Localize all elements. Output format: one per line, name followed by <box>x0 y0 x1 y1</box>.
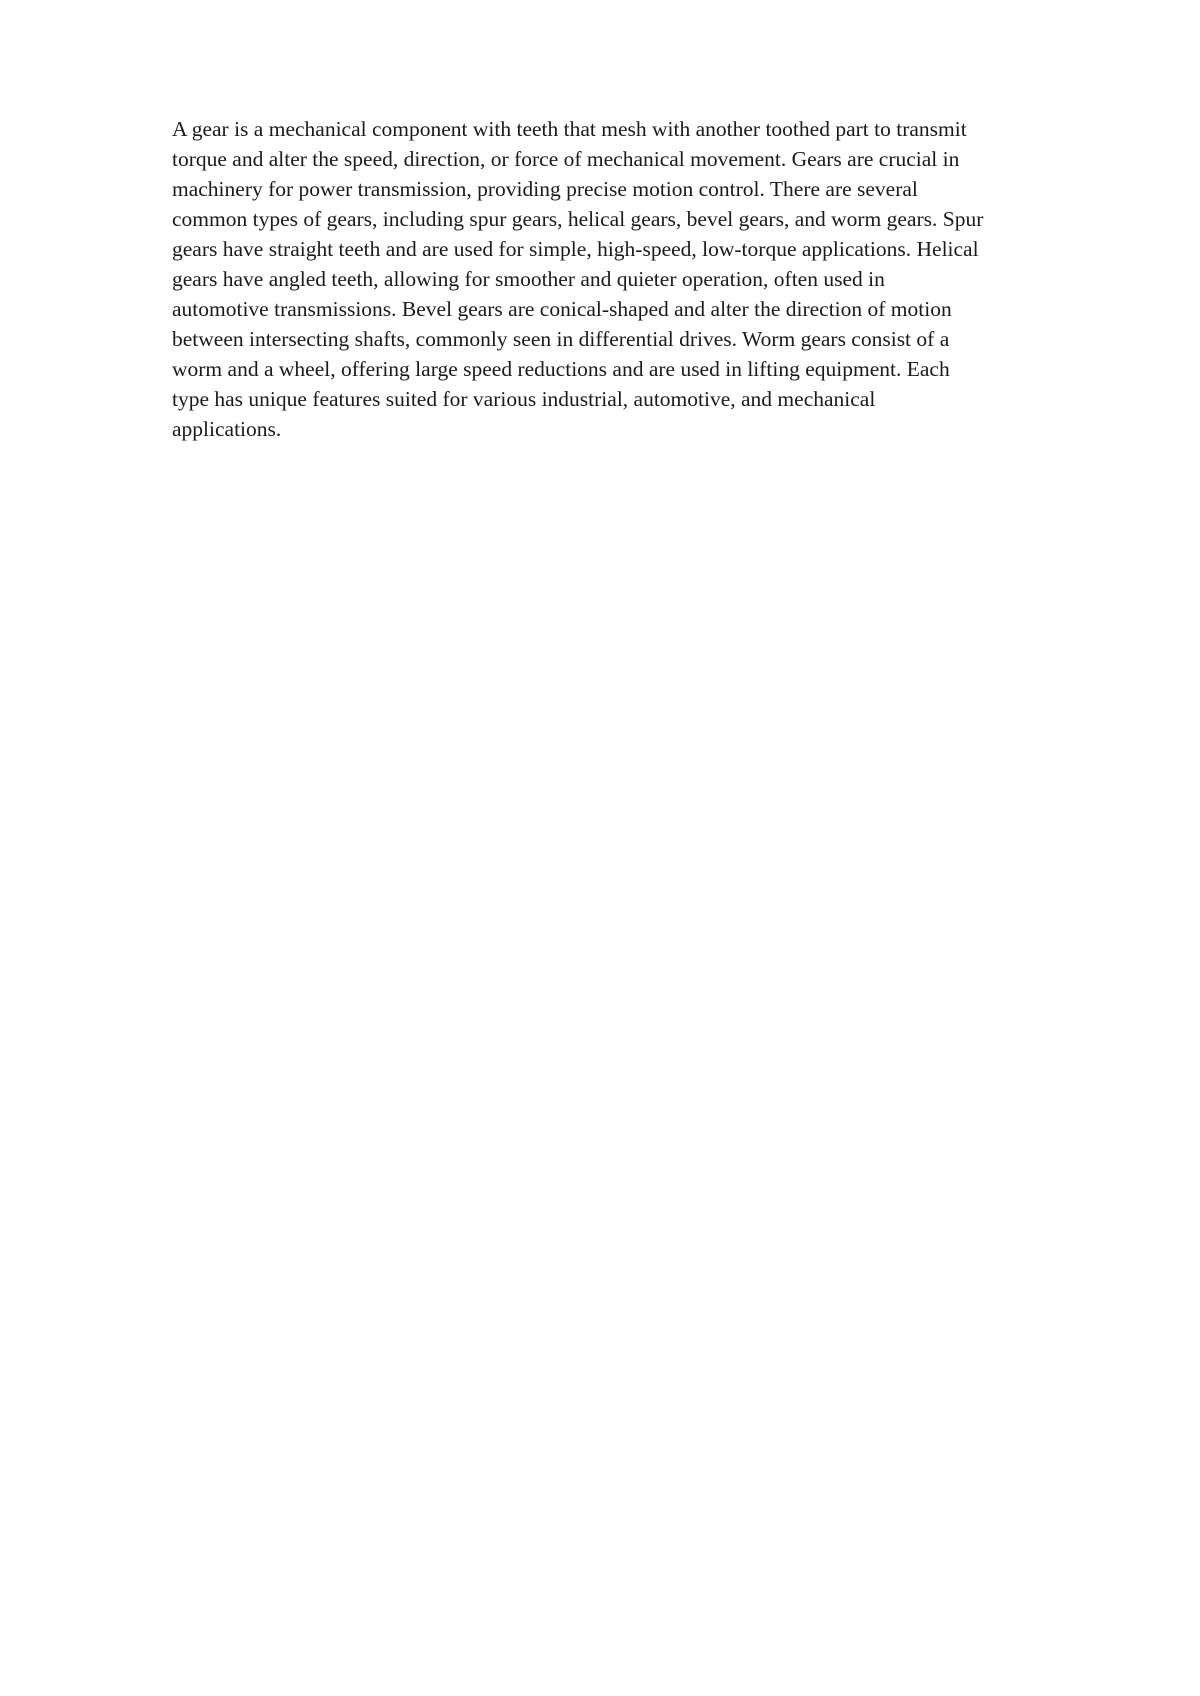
paragraph-line: type has unique features suited for various industrial, automotive, and mechanical <box>172 387 876 411</box>
paragraph-line: gears have straight teeth and are used for simple, high-speed, low-torque applications. Helical <box>172 237 979 261</box>
paragraph-line: torque and alter the speed, direction, or force of mechanical movement. Gears are crucial in <box>172 147 960 171</box>
paragraph-line: A gear is a mechanical component with teeth that mesh with another toothed part to transmit <box>172 117 967 141</box>
paragraph-line: machinery for power transmission, providing precise motion control. There are several <box>172 177 918 201</box>
paragraph-line: common types of gears, including spur gears, helical gears, bevel gears, and worm gears. Spur <box>172 207 984 231</box>
paragraph-line: worm and a wheel, offering large speed reductions and are used in lifting equipment. Each <box>172 357 950 381</box>
paragraph-line: applications. <box>172 417 282 441</box>
paragraph-line: gears have angled teeth, allowing for smoother and quieter operation, often used in <box>172 267 885 291</box>
paragraph-line: automotive transmissions. Bevel gears are conical-shaped and alter the direction of motion <box>172 297 952 321</box>
body-paragraph <box>172 114 1092 444</box>
paragraph-line: between intersecting shafts, commonly seen in differential drives. Worm gears consist of a <box>172 327 950 351</box>
